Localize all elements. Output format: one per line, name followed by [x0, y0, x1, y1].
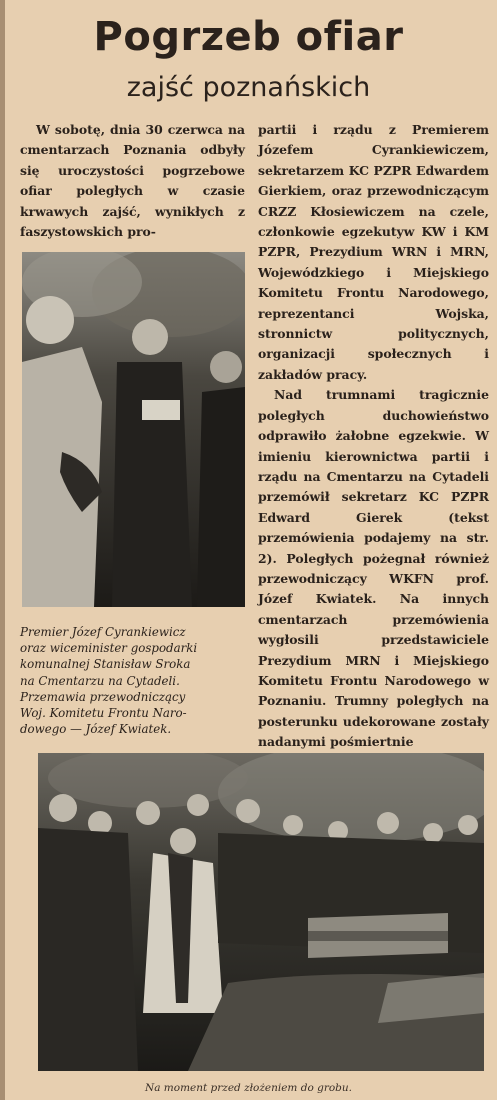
photo-funeral-graveside [38, 753, 484, 1071]
caption-photo1-line: oraz wiceminister gospodarki [20, 641, 198, 656]
caption-photo1-line: dowego — Józef Kwiatek. [20, 722, 172, 737]
page-edge-rule [0, 0, 5, 1100]
caption-photo1-line: Woj. Komitetu Frontu Naro- [20, 706, 187, 721]
caption-photo1-line: Przemawia przewodniczący [20, 689, 186, 704]
photo-cyrankiewicz-cytadela [22, 252, 245, 607]
caption-photo2: Na moment przed złożeniem do grobu. [145, 1082, 352, 1094]
caption-photo1-line: komunalnej Stanisław Sroka [20, 657, 191, 672]
right-column-paragraph: Nad trumnami tragicznie poległych duchowieństwo odprawiło żałobne egzekwie. W imieniu kierownictwa partii i rządu na Cmentarzu na Cytadeli przemówił sekretarz KC PZPR Edward Gierek (tekst przemówienia podajemy na str. 2). Poległych pożegnał również przewodniczący WKFN prof. Józef Kwiatek. Na innych cmentarzach przemówienia wygłosili przedstawiciele Prezydium MRN i Miejskiego Komitetu Frontu Narodowego w Poznaniu. Trumny poległych na posterunku udekorowane zostały nadanymi pośmiertnie [258, 387, 489, 750]
caption-photo1-line: na Cmentarzu na Cytadeli. [20, 673, 180, 688]
right-column-paragraph: partii i rządu z Premierem Józefem Cyrankiewiczem, sekretarzem KC PZPR Edwardem Gierkiem, oraz przewodniczącym CRZZ Kłosiewiczem na czele, członkowie egzekutyw KW i KM PZPR, Prezydium WRN i MRN, Wojewódzkiego i Miejskiego Komitetu Frontu Narodowego, reprezentanci Wojska, stronnictw politycznych, organizacji społecznych i zakładów pracy. [258, 122, 489, 382]
subheadline: zajść poznańskich [126, 72, 371, 103]
left-column-text: W sobotę, dnia 30 czerwca na cmentarzach Poznania odbyły się uroczystości pogrzebowe ofiar poległych w czasie krwawych zajść, wynikłych z faszystowskich pro- [20, 122, 245, 240]
caption-photo1 [20, 624, 246, 737]
article-column-right [258, 120, 489, 753]
photo2-image [38, 753, 484, 1071]
article-column-left [20, 120, 245, 242]
photo1-image [22, 252, 245, 607]
caption-photo1-line: Premier Józef Cyrankiewicz [20, 625, 186, 639]
headline: Pogrzeb ofiar [93, 14, 404, 60]
